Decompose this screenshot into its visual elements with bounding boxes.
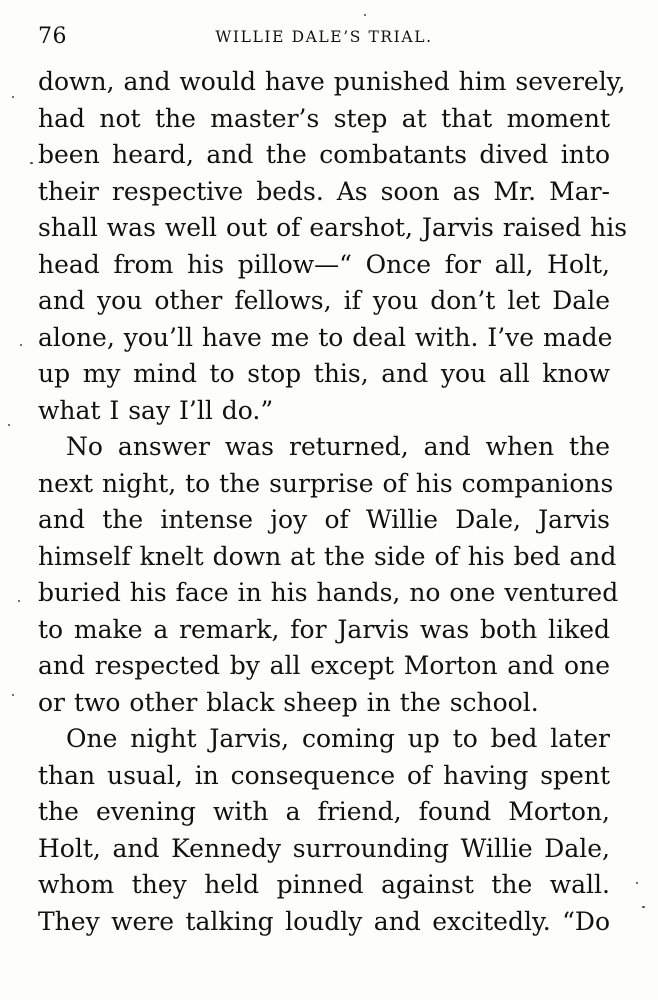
- text-line: and the intense joy of Willie Dale, Jarvis: [38, 505, 610, 534]
- scan-speck: [20, 344, 22, 346]
- scan-speck: [30, 162, 33, 164]
- paragraph-2: [38, 429, 619, 721]
- body-text: [38, 64, 628, 940]
- book-page: [38, 24, 628, 984]
- text-line: and respected by all except Morton and one: [38, 651, 610, 680]
- paragraph-1: [38, 64, 628, 429]
- running-title: WILLIE DALE’S TRIAL.: [215, 28, 433, 46]
- scan-speck: [364, 14, 366, 16]
- text-line: Holt, and Kennedy surrounding Willie Dale,: [38, 833, 610, 863]
- scan-speck: [8, 424, 10, 426]
- text-line: himself knelt down at the side of his bed and: [38, 541, 617, 571]
- paragraph-3: [38, 721, 610, 940]
- scan-speck: [18, 600, 20, 602]
- scan-speck: [12, 694, 14, 696]
- text-line: what I say I’ll do.”: [38, 395, 274, 425]
- text-line: One night Jarvis, coming up to bed later: [66, 724, 610, 753]
- text-line: They were talking loudly and excitedly. “Do: [38, 906, 610, 936]
- text-line: been heard, and the combatants dived into: [38, 140, 610, 169]
- text-line: shall was well out of earshot, Jarvis raised his: [38, 213, 628, 242]
- text-line: up my mind to stop this, and you all know: [38, 359, 610, 388]
- scan-speck: [642, 906, 645, 908]
- text-line: had not the master’s step at that moment: [38, 103, 610, 133]
- text-line: buried his face in his hands, no one ventured: [38, 578, 619, 607]
- text-line: alone, you’ll have me to deal with. I’ve made: [38, 322, 613, 352]
- text-line: than usual, in consequence of having spent: [38, 760, 610, 790]
- text-line: their respective beds. As soon as Mr. Mar-: [38, 176, 610, 206]
- text-line: down, and would have punished him severely,: [38, 67, 626, 96]
- text-line: No answer was returned, and when the: [66, 432, 610, 461]
- text-line: whom they held pinned against the wall.: [38, 870, 610, 899]
- scan-speck: [12, 96, 14, 98]
- page-header: [38, 24, 610, 64]
- page-number: 76: [38, 24, 67, 49]
- text-line: or two other black sheep in the school.: [38, 687, 539, 717]
- text-line: next night, to the surprise of his companions: [38, 468, 614, 498]
- text-line: the evening with a friend, found Morton,: [38, 797, 610, 826]
- text-line: and you other fellows, if you don’t let Dale: [38, 286, 610, 315]
- text-line: to make a remark, for Jarvis was both liked: [38, 614, 610, 644]
- text-line: head from his pillow—“ Once for all, Holt,: [38, 249, 610, 279]
- scan-speck: [636, 882, 638, 884]
